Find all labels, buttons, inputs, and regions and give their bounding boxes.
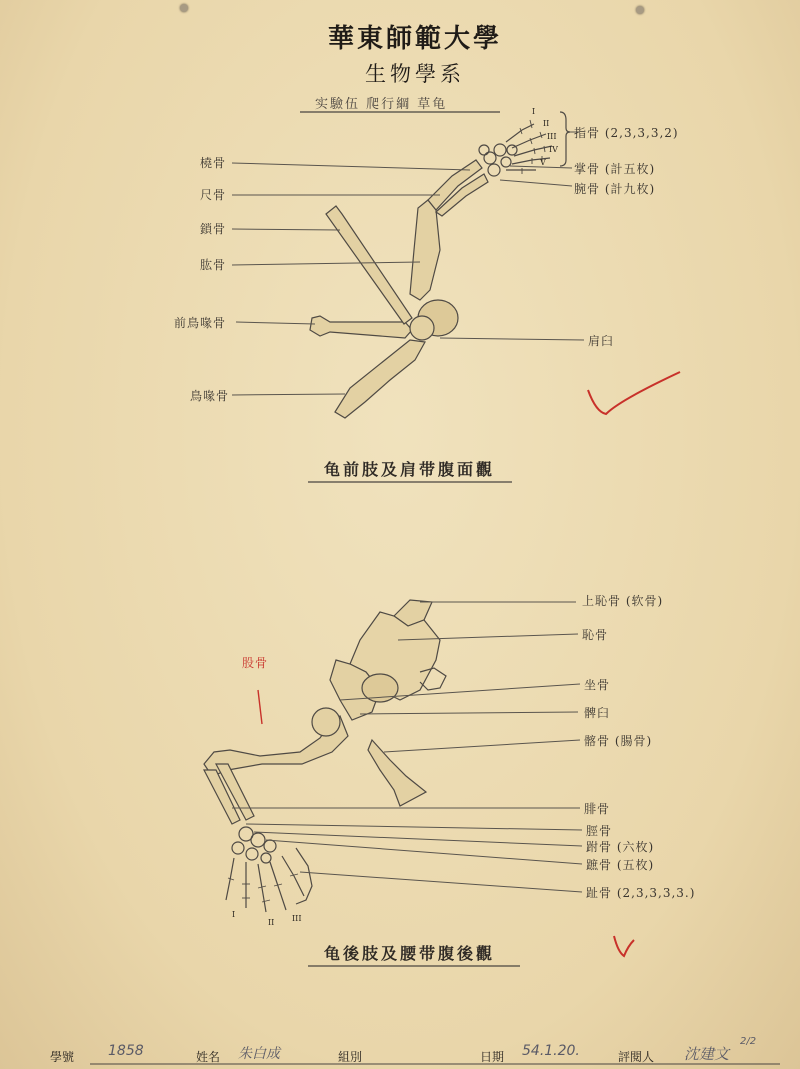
label-ulna: 尺骨 (200, 188, 227, 202)
student-no-value: 1858 (108, 1043, 144, 1059)
reviewer-label: 評閱人 (618, 1050, 655, 1064)
university-title: 華東師範大學 (328, 24, 503, 54)
digit-numeral-2: II (543, 119, 550, 128)
hindlimb-caption: 龟後肢及腰带腹後觀 (324, 944, 496, 963)
label-epipubis: 上恥骨 (软骨) (582, 594, 664, 608)
digit-numeral-5: V (540, 158, 546, 167)
group-label: 組別 (338, 1050, 363, 1064)
forelimb-caption: 龟前肢及肩带腹面觀 (324, 460, 496, 479)
reviewer-signature: 沈建文 (684, 1045, 730, 1063)
label-ilium: 髂骨 (腸骨) (584, 734, 653, 748)
student-no-label: 學號 (50, 1050, 75, 1064)
label-tibia: 脛骨 (586, 824, 613, 838)
label-tarsals: 跗骨 (六枚) (586, 840, 655, 854)
label-metatarsals: 蹠骨 (五枚) (586, 858, 655, 872)
label-metacarpals: 掌骨 (計五枚) (574, 162, 656, 176)
label-toes: 趾骨 (2,3,3,3,3.) (586, 886, 696, 900)
grader-check-mark-1 (588, 372, 680, 414)
name-label: 姓名 (196, 1050, 221, 1064)
digit-numeral-3: III (547, 132, 557, 141)
label-carpals: 腕骨 (計九枚) (574, 182, 656, 196)
department-title: 生物學系 (365, 62, 465, 86)
label-clavicle: 鎖骨 (200, 222, 227, 236)
label-phalanges: 指骨 (2,3,3,3,2) (574, 126, 679, 140)
date-value: 54.1.20. (522, 1043, 580, 1059)
digit-numeral-1: I (532, 107, 536, 116)
label-ischium: 坐骨 (584, 678, 611, 692)
forelimb-drawing (310, 112, 570, 418)
label-femur-note: 股骨 (242, 656, 269, 670)
label-radius: 橈骨 (200, 156, 227, 170)
toe-numeral-3: III (292, 914, 302, 923)
digit-numeral-4: IV (549, 145, 558, 154)
label-precoracoid: 前鳥喙骨 (174, 316, 227, 330)
label-humerus: 肱骨 (200, 258, 227, 272)
grader-check-mark-2 (614, 936, 634, 956)
toe-numeral-2: II (268, 918, 275, 927)
label-acetabulum: 髀臼 (584, 706, 611, 720)
name-value: 朱白成 (238, 1046, 280, 1062)
reviewer-date: 2/2 (740, 1036, 757, 1047)
label-coracoid: 鳥喙骨 (190, 389, 230, 403)
experiment-subtitle: 实驗伍 爬行綱 草龟 (315, 97, 448, 112)
label-fibula: 腓骨 (584, 802, 611, 816)
label-glenoid: 肩臼 (588, 334, 615, 348)
red-leader-line (258, 690, 262, 724)
date-label: 日期 (480, 1050, 505, 1064)
toe-numeral-1: I (232, 910, 236, 919)
label-pubis: 恥骨 (582, 628, 609, 642)
hindlimb-drawing (204, 600, 446, 912)
